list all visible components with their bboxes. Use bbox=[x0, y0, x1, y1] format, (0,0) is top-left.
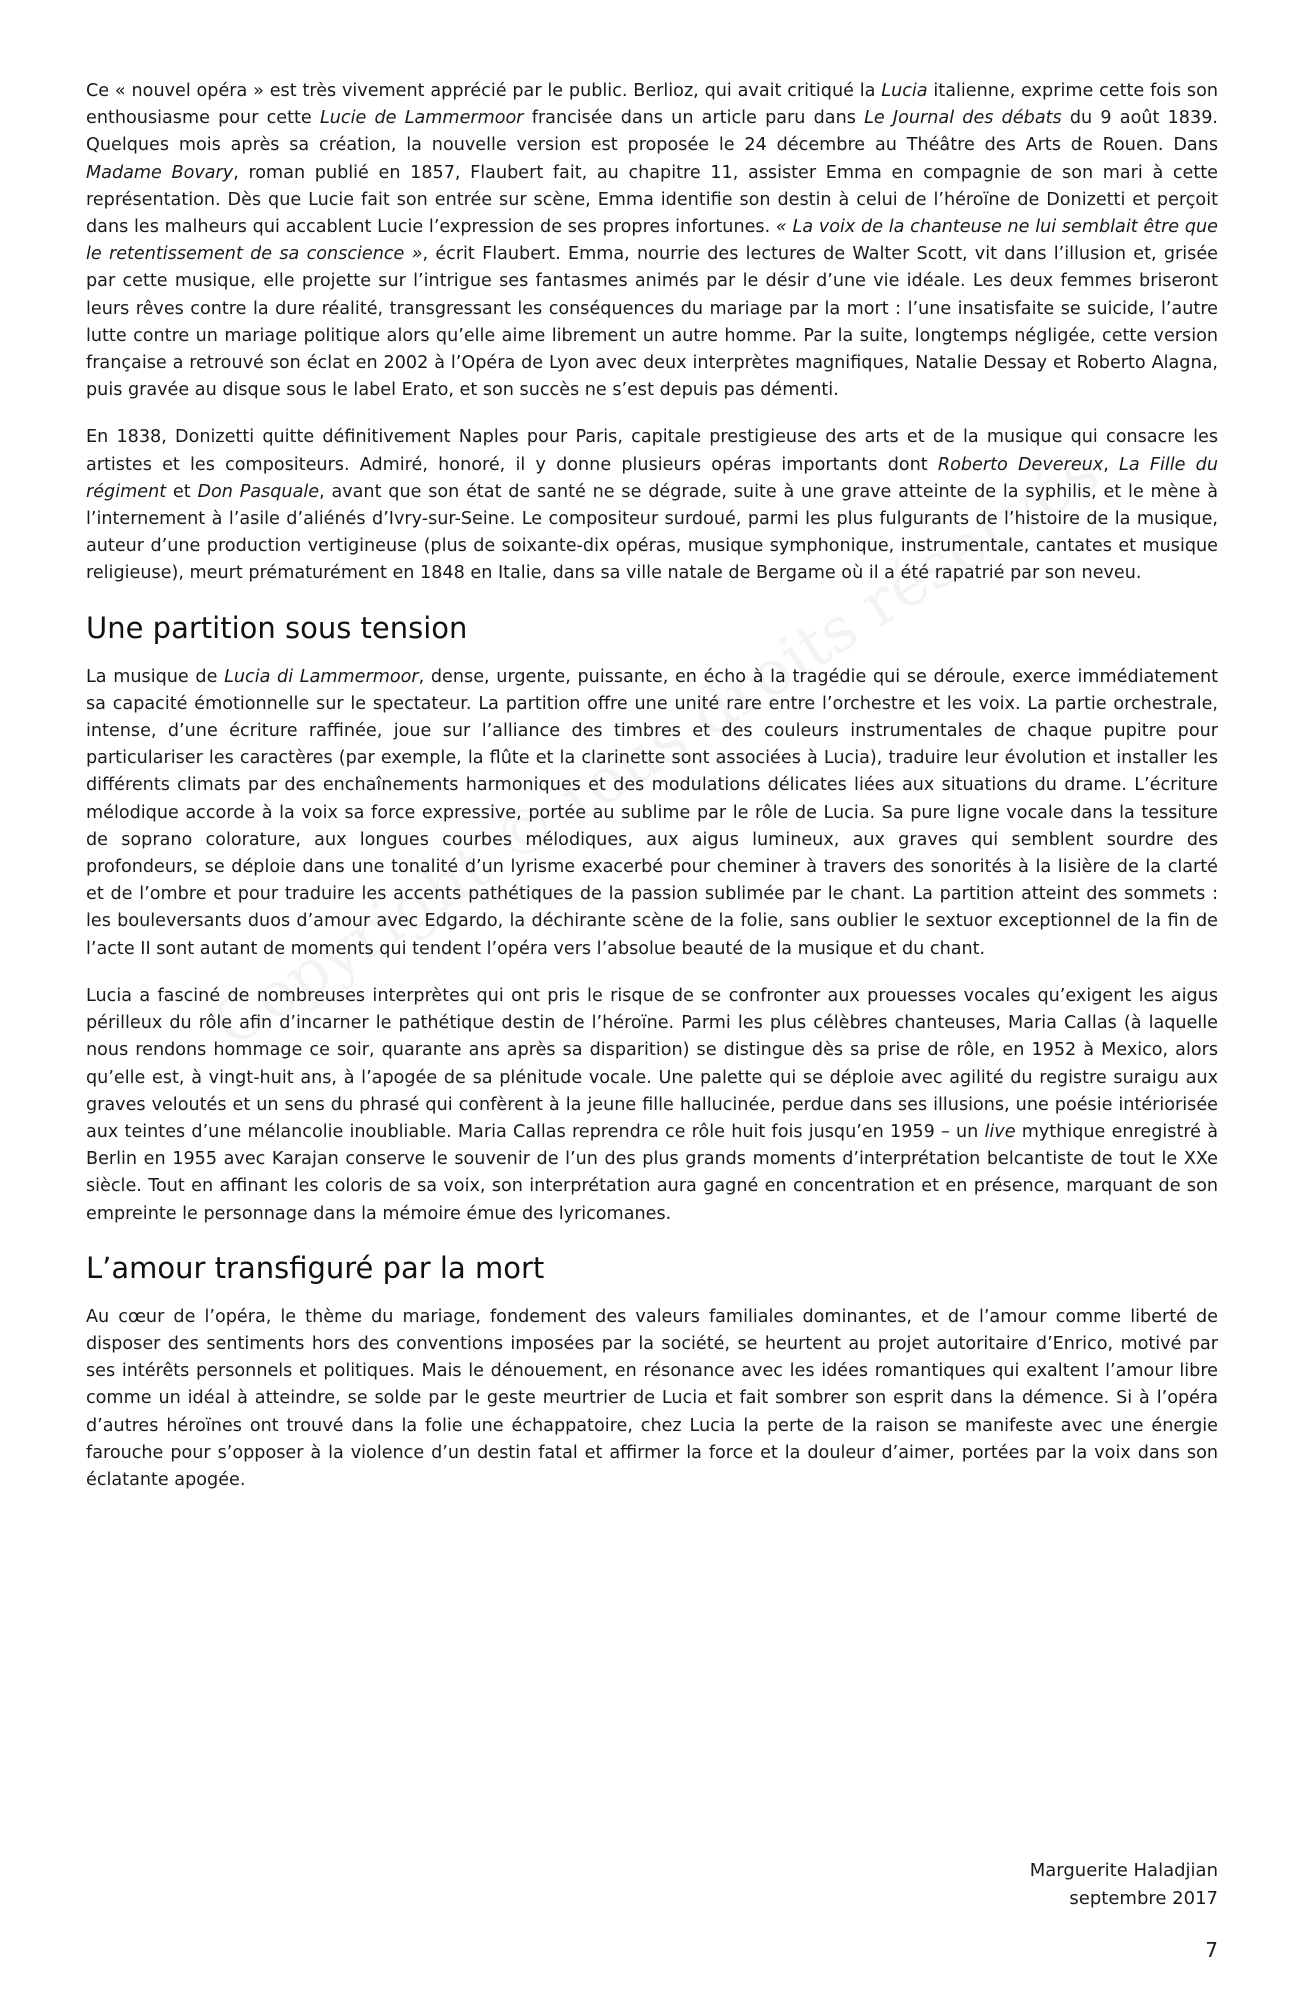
section-1-paragraph-2: Lucia a fasciné de nombreuses interprètes qui ont pris le risque de se confronter aux prouesses vocales qu’exigent les aigus périlleux du rôle afin d’incarner le pathétique destin de l’héroïne. Parmi les plus célèbres chanteuses, Maria Callas (à laquelle nous rendons hommage ce soir, quarante ans après sa disparition) se distingue dès sa prise de rôle, en 1952 à Mexico, alors qu’elle est, à vingt-huit ans, à l’apogée de sa plénitude vocale. Une palette qui se déploie avec agilité du registre suraigu aux graves veloutés et un sens du phrasé qui confèrent à la jeune fille hallucinée, perdue dans ses illusions, une poésie intériorisée aux teintes d’une mélancolie inoubliable. Maria Callas reprendra ce rôle huit fois jusqu’en 1959 – un live mythique enregistré à Berlin en 1955 avec Karajan conserve le souvenir de l’un des plus grands moments d’interprétation belcantiste de tout le XXe siècle. Tout en affinant les coloris de sa voix, son interprétation aura gagné en concentration et en présence, marquant de son empreinte le personnage dans la mémoire émue des lyricomanes. bbox=[86, 985, 1218, 1224]
italic-title: La Fille du régiment bbox=[86, 454, 1218, 502]
italic-title: Lucia bbox=[881, 81, 928, 101]
italic-title: Roberto Devereux bbox=[937, 454, 1104, 475]
section-heading-amour: L’amour transfiguré par la mort bbox=[86, 1250, 545, 1285]
signature-block bbox=[1030, 1857, 1218, 1913]
italic-title: live bbox=[984, 1121, 1016, 1142]
signature-date: septembre 2017 bbox=[1069, 1888, 1218, 1909]
author-name: Marguerite Haladjian bbox=[1029, 1860, 1218, 1881]
italic-title: Don Pasquale bbox=[197, 481, 320, 502]
section-heading-partition: Une partition sous tension bbox=[86, 610, 468, 645]
italic-title: Lucie de Lammermoor bbox=[319, 108, 524, 129]
section-1-paragraph-1: La musique de Lucia di Lammermoor, dense, urgente, puissante, en écho à la tragédie qui se déroule, exerce immédiatement sa capacité émotionnelle sur le spectateur. La partition offre une unité rare entre l’orchestre et les voix. La partie orchestrale, intense, d’une écriture raffinée, joue sur l’alliance des timbres et des couleurs instrumentales de chaque pupitre pour particulariser les caractères (par exemple, la flûte et la clarinette sont associées à Lucia), traduire leur évolution et installer les différents climats par des enchaînements harmoniques et des modulations délicates liées aux situations du drame. L’écriture mélodique accorde à la voix sa force expressive, portée au sublime par le rôle de Lucia. Sa pure ligne vocale dans la tessiture de soprano colorature, aux longues courbes mélodiques, aux aigus lumineux, aux graves qui semblent sourdre des profondeurs, se déploie dans une tonalité d’un lyrisme exacerbé pour cheminer à travers des sonorités à la lisière de la clarté et de l’ombre et pour traduire les accents pathétiques de la passion sublimée par le chant. La partition atteint des sommets : les bouleversants duos d’amour avec Edgardo, la déchirante scène de la folie, sans oublier le sextuor exceptionnel de la fin de l’acte II sont autant de moments qui tendent l’opéra vers l’absolue beauté de la musique et du chant. bbox=[86, 666, 1219, 959]
italic-title: Lucia di Lammermoor bbox=[224, 666, 419, 687]
page-number: 7 bbox=[1205, 1938, 1218, 1962]
intro-paragraph-2: En 1838, Donizetti quitte définitivement Naples pour Paris, capitale prestigieuse des arts et de la musique qui consacre les artistes et les compositeurs. Admiré, honoré, il y donne plusieurs opéras importants dont Roberto Devereux, La Fille du régiment et Don Pasquale, avant que son état de santé ne se dégrade, suite à une grave atteinte de la syphilis, et le mène à l’internement à l’asile d’aliénés d’Ivry-sur-Seine. Le compositeur surdoué, parmi les plus fulgurants de l’histoire de la musique, auteur d’une production vertigineuse (plus de soixante-dix opéras, musique symphonique, instrumentale, cantates et musique religieuse), meurt prématurément en 1848 en Italie, dans sa ville natale de Bergame où il a été rapatrié par son neveu. bbox=[86, 427, 1218, 584]
section-2-paragraph-1: Au cœur de l’opéra, le thème du mariage, fondement des valeurs familiales dominantes, et de l’amour comme liberté de disposer des sentiments hors des conventions imposées par la société, se heurtent au projet autoritaire d’Enrico, motivé par ses intérêts personnels et politiques. Mais le dénouement, en résonance avec les idées romantiques qui exaltent l’amour libre comme un idéal à atteindre, se solde par le geste meurtrier de Lucia et fait sombrer son esprit dans la démence. Si à l’opéra d’autres héroïnes ont trouvé dans la folie une échappatoire, chez Lucia la perte de la raison se manifeste avec une énergie farouche pour s’opposer à la violence d’un destin fatal et affirmer la force et la douleur d’aimer, portées par la voix dans son éclatante apogée. bbox=[86, 1306, 1218, 1490]
italic-title: « La voix de la chanteuse ne lui semblait être que le retentissement de sa conscience » bbox=[86, 217, 1219, 265]
italic-title: Madame Bovary bbox=[86, 162, 234, 183]
italic-title: Le Journal des débats bbox=[864, 108, 1062, 129]
intro-paragraph-1: Ce « nouvel opéra » est très vivement apprécié par le public. Berlioz, qui avait critiqué la Lucia italienne, exprime cette fois son enthousiasme pour cette Lucie de Lammermoor francisée dans un article paru dans Le Journal des débats du 9 août 1839. Quelques mois après sa création, la nouvelle version est proposée le 24 décembre au Théâtre des Arts de Rouen. Dans Madame Bovary, roman publié en 1857, Flaubert fait, au chapitre 11, assister Emma en compagnie de son mari à cette représentation. Dès que Lucie fait son entrée sur scène, Emma identifie son destin à celui de l’héroïne de Donizetti et perçoit dans les malheurs qui accablent Lucie l’expression de ses propres infortunes. « La voix de la chanteuse ne lui semblait être que le retentissement de sa conscience », écrit Flaubert. Emma, nourrie des lectures de Walter Scott, vit dans l’illusion et, grisée par cette musique, elle projette sur l’intrigue ses fantasmes animés par le désir d’une vie idéale. Les deux femmes briseront leurs rêves contre la dure réalité, transgressant les conséquences du mariage par la mort : l’une insatisfaite se suicide, l’autre lutte contre un mariage politique alors qu’elle aime librement un autre homme. Par la suite, longtemps négligée, cette version française a retrouvé son éclat en 2002 à l’Opéra de Lyon avec deux interprètes magnifiques, Natalie Dessay et Roberto Alagna, puis gravée au disque sous le label Erato, et son succès ne s’est depuis pas démenti. bbox=[86, 81, 1219, 401]
